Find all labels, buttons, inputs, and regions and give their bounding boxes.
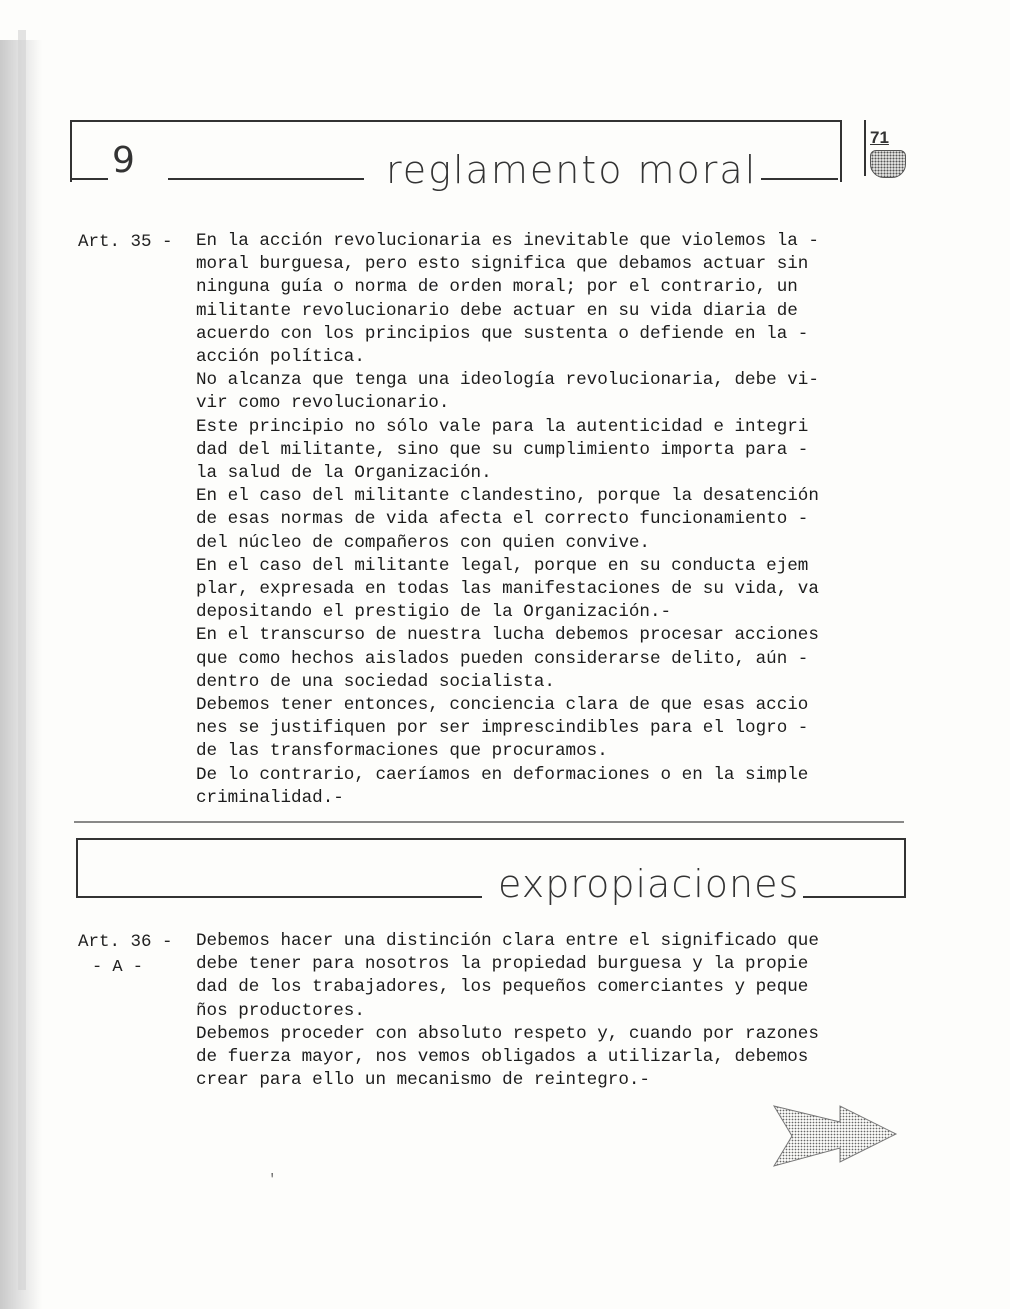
header-rule	[756, 178, 838, 180]
text-line: vir como revolucionario.	[196, 393, 450, 414]
text-line: Debemos hacer una distinción clara entre el significado que	[196, 931, 819, 951]
text-line: acción política.	[196, 347, 365, 368]
page-number-box	[864, 120, 906, 180]
header-rule	[76, 896, 482, 898]
text-line: de las transformaciones que procuramos.	[196, 741, 608, 762]
section-title: reglamento moral	[382, 148, 761, 192]
text-line: acuerdo con los principios que sustenta o defiende en la -	[196, 323, 809, 344]
text-line: depositando el prestigio de la Organización.-	[196, 602, 672, 623]
text-line: Debemos tener entonces, conciencia clara de que esas accio	[196, 695, 809, 716]
text-line: En el caso del militante legal, porque en su conducta ejem	[196, 555, 809, 576]
article-36-body	[196, 930, 916, 1092]
text-line: crear para ello un mecanismo de reintegro.-	[196, 1070, 650, 1091]
article-label: Art. 36 -	[78, 932, 173, 952]
text-line: debe tener para nosotros la propiedad burguesa y la propie	[196, 954, 809, 975]
scan-edge-line	[18, 30, 26, 1290]
text-line: En la acción revolucionaria es inevitable que violemos la -	[196, 231, 819, 251]
text-line: ños productores.	[196, 1000, 365, 1021]
text-line: del núcleo de compañeros con quien convive.	[196, 532, 650, 553]
text-line: No alcanza que tenga una ideología revolucionaria, debe vi-	[196, 370, 819, 391]
text-line: que como hechos aislados pueden considerarse delito, aún -	[196, 648, 809, 669]
stipple-ornament-icon	[870, 150, 906, 178]
text-line: Este principio no sólo vale para la autenticidad e integri	[196, 416, 809, 437]
text-line: moral burguesa, pero esto significa que debamos actuar sin	[196, 254, 809, 275]
article-sublabel: - A -	[92, 958, 144, 977]
article-label: Art. 35 -	[78, 232, 173, 252]
header-rule	[168, 178, 364, 180]
article-35-body	[196, 230, 916, 810]
page-box-rule	[864, 120, 866, 176]
text-line: dentro de una sociedad socialista.	[196, 671, 555, 692]
section-number: 9	[108, 142, 139, 180]
text-line: criminalidad.-	[196, 787, 344, 808]
text-line: la salud de la Organización.	[196, 463, 492, 484]
header-rule	[70, 178, 110, 180]
section-title: expropiaciones	[494, 862, 803, 906]
text-line: dad del militante, sino que su cumplimiento importa para -	[196, 439, 809, 460]
scan-mark: '	[268, 1172, 277, 1188]
text-line: dad de los trabajadores, los pequeños comerciantes y peque	[196, 977, 809, 998]
text-line: En el transcurso de nuestra lucha debemos procesar acciones	[196, 625, 819, 646]
text-line: plar, expresada en todas las manifestaciones de su vida, va	[196, 579, 819, 600]
text-line: ninguna guía o norma de orden moral; por el contrario, un	[196, 277, 798, 298]
divider	[74, 821, 904, 823]
header-rule	[794, 896, 906, 898]
text-line: militante revolucionario debe actuar en su vida diaria de	[196, 300, 798, 321]
text-line: de esas normas de vida afecta el correcto funcionamiento -	[196, 509, 809, 530]
text-line: De lo contrario, caeríamos en deformaciones o en la simple	[196, 764, 809, 785]
page-number: 71	[870, 128, 889, 147]
next-page-arrow-icon	[770, 1100, 900, 1172]
text-line: Debemos proceder con absoluto respeto y, cuando por razones	[196, 1023, 819, 1044]
text-line: nes se justifiquen por ser imprescindibles para el logro -	[196, 718, 809, 739]
text-line: de fuerza mayor, nos vemos obligados a utilizarla, debemos	[196, 1047, 809, 1068]
text-line: En el caso del militante clandestino, porque la desatención	[196, 486, 819, 507]
